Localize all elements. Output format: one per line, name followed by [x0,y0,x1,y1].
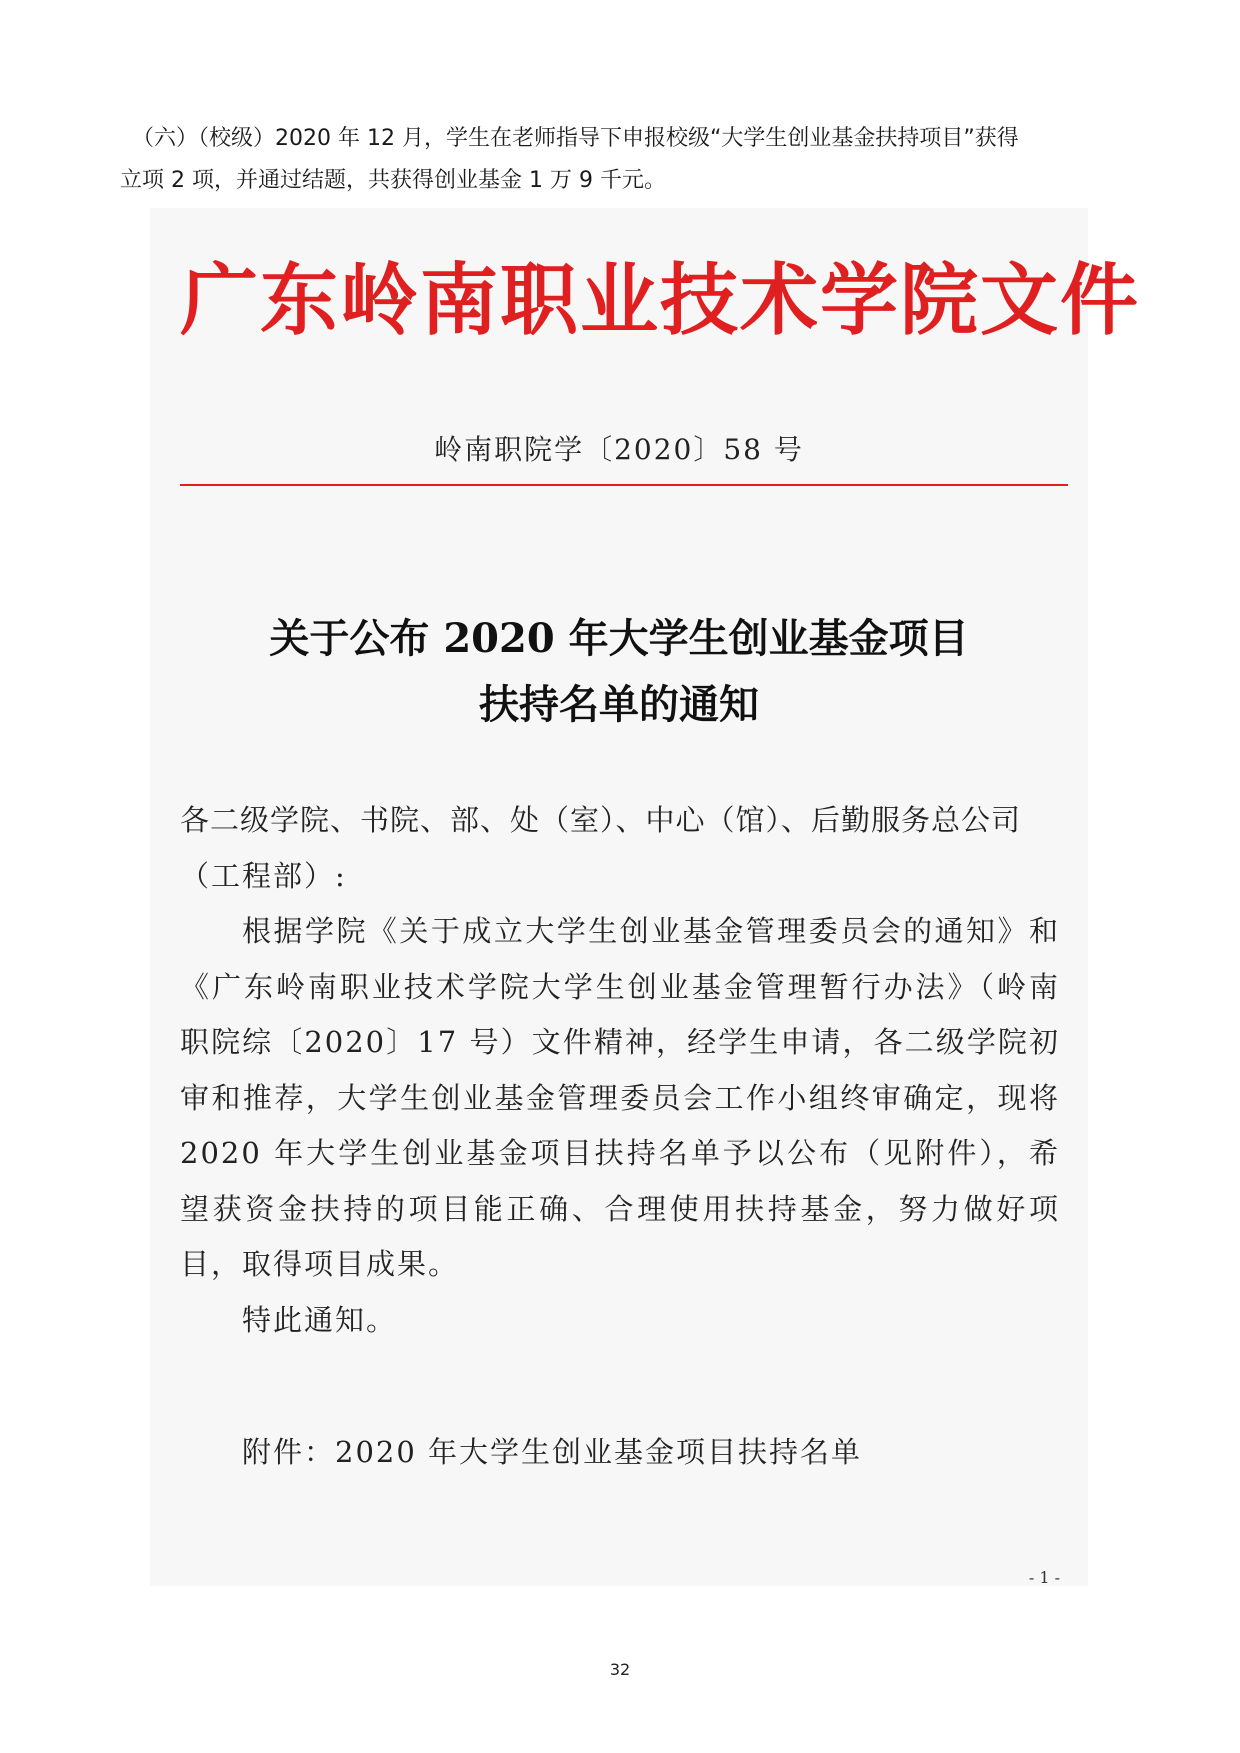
scanned-document [150,208,1141,1587]
page-number: 32 [609,1660,631,1679]
attachment-line: 附件：2020 年大学生创业基金项目扶持名单 [242,1435,863,1469]
document-title [150,606,1088,738]
intro-line-2: 立项 2 项，并通过结题，共获得创业基金 1 万 9 千元。 [120,168,666,193]
scan-page-marker: - 1 - [1028,1568,1060,1587]
title-line-1: 关于公布 2020 年大学生创业基金项目 [269,615,969,662]
main-paragraph: 根据学院《关于成立大学生创业基金管理委员会的通知》和《广东岭南职业技术学院大学生创业基金管理暂行办法》（岭南职院综〔2020〕17 号）文件精神，经学生申请，各二级学院初审和推荐，大学生创业基金管理委员会工作小组终审确定，现将 2020 年大学生创业基金项目扶持名单予以公布（见附件），希望获资金扶持的项目能正确、合理使用扶持基金，努力做好项目，取得项目成果。 [180,914,1060,1281]
intro-line-1: （六）（校级）2020 年 12 月，学生在老师指导下申报校级“大学生创业基金扶持项目”获得 [132,126,1019,151]
closing-line: 特此通知。 [242,1302,398,1337]
intro-text [120,118,1120,202]
document-number: 岭南职院学〔2020〕58 号 [434,433,804,466]
header-divider [180,484,1068,486]
document-body [180,793,1060,1348]
recipients-line-1: 各二级学院、书院、部、处（室）、中心（馆）、后勤服务总公司 [180,803,1022,837]
title-line-2: 扶持名单的通知 [479,681,759,728]
recipients-line-2: （工程部）: [180,858,347,893]
document-header: 广东岭南职业技术学院文件 [180,255,1141,346]
